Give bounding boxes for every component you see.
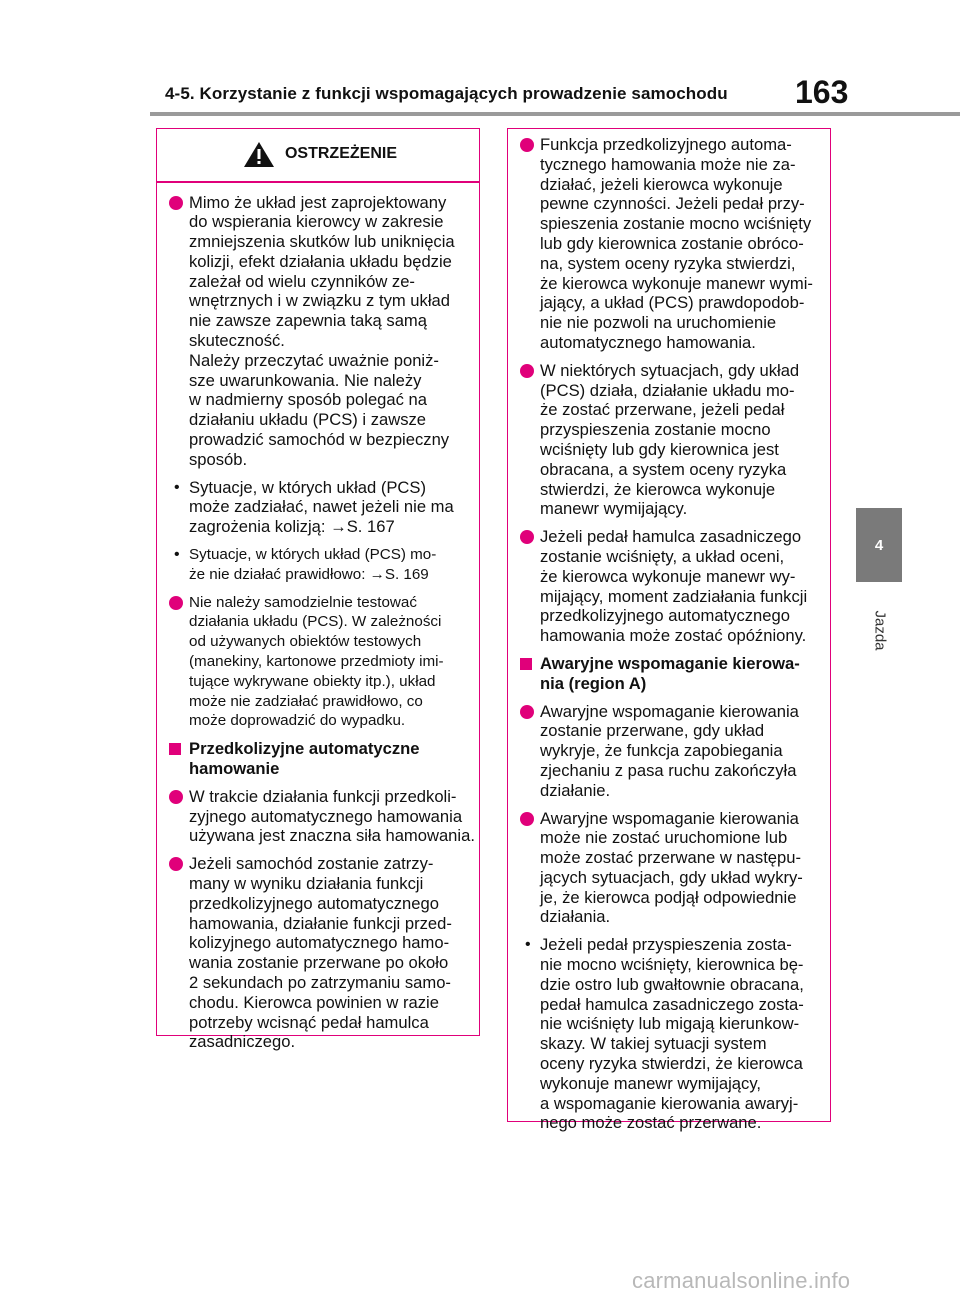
text-line: kolizyjnego automatycznego hamo- (189, 933, 450, 953)
text-line: a wspomaganie kierowania awaryj- (540, 1093, 799, 1113)
text-line: może doprowadzić do wypadku. (189, 712, 406, 730)
text-line: może nie zostać uruchomione lub (540, 828, 788, 848)
text-line: (PCS) działa, działanie układu mo- (540, 380, 795, 400)
list-item (167, 545, 473, 585)
text-line: Awaryjne wspomaganie kierowania (540, 701, 799, 721)
text-line: działaniu układu (PCS) i zawsze (189, 410, 427, 430)
text-line: obracana, a system oceny ryzyka (540, 459, 787, 479)
text-line: tycznego hamowania może nie za- (540, 154, 796, 174)
text-line: jający, a układ (PCS) prawdopodob- (540, 293, 805, 313)
text-line: Jeżeli pedał przyspieszenia zosta- (540, 935, 792, 955)
text-line: nego może zostać przerwane. (540, 1113, 762, 1133)
warning-header (167, 141, 473, 167)
list-item (167, 854, 473, 1052)
list-item (518, 654, 826, 694)
content-box (507, 128, 831, 1133)
text-line: Funkcja przedkolizyjnego automa- (540, 135, 792, 154)
text-line: Przedkolizyjne automatyczne (189, 739, 420, 759)
warning-title: OSTRZEŻENIE (284, 145, 397, 162)
warning-separator (157, 181, 479, 183)
text-line: hamowania, działanie funkcji przed- (189, 913, 452, 933)
list-item (518, 527, 826, 646)
text-line: Sytuacje, w których układ (PCS) mo- (189, 546, 437, 564)
text-line: prowadzić samochód w bezpieczny (189, 430, 450, 450)
text-line: W niektórych sytuacjach, gdy układ (540, 360, 800, 380)
text-line: skazy. W takiej sytuacji system (540, 1034, 767, 1054)
text-line: wykryje, że funkcja zapobiegania (540, 741, 783, 761)
text-line: (manekiny, kartonowe przedmioty imi- (189, 653, 444, 671)
text-line: je, że kierowca podjął odpowiednie (540, 887, 797, 907)
text-line: pedał hamulca zasadniczego zosta- (540, 994, 804, 1014)
dot-bullet-icon (169, 196, 183, 210)
text-line: w nadmierny sposób polegać na (189, 390, 427, 410)
text-line: zyjnego automatycznego hamowania (189, 806, 463, 826)
text-line: 2 sekundach po zatrzymaniu samo- (189, 972, 451, 992)
square-bullet-icon (520, 658, 532, 670)
text-line: przyspieszenia zostanie mocno (540, 420, 771, 440)
text-line: Sytuacje, w których układ (PCS) (189, 477, 427, 497)
list-item (167, 593, 473, 732)
dot-bullet-icon (520, 705, 534, 719)
square-bullet-icon (169, 743, 181, 755)
text-line: wania zostanie przerwane po około (189, 953, 449, 973)
bullet-icon: • (525, 936, 531, 954)
list-item (518, 809, 826, 928)
text-line: manewr wymijający. (540, 499, 688, 519)
text-line: many w wyniku działania funkcji (189, 874, 424, 893)
text-line: używana jest znaczna siła hamowania. (189, 826, 475, 846)
dot-bullet-icon (520, 530, 534, 544)
text-line: wnętrznych i w związku z tym układ (189, 291, 450, 311)
text-line: zmniejszenia skutków lub uniknięcia (189, 232, 455, 252)
warning-triangle-icon (243, 140, 275, 168)
text-line: skuteczność. (189, 331, 285, 351)
list-item (518, 361, 826, 519)
text-line: Należy przeczytać uważnie poniż- (189, 350, 439, 370)
text-line: oceny ryzyka stwierdzi, że kierowca (540, 1054, 803, 1074)
text-line: spieszenia zostanie mocno wciśnięty (540, 214, 812, 234)
text-line: działanie. (540, 780, 611, 800)
content-items (518, 135, 826, 1133)
list-item (167, 739, 473, 779)
text-line: Mimo że układ jest zaprojektowany (189, 192, 447, 212)
text-line: przedkolizyjnego automatycznego (540, 606, 790, 626)
text-line: do wspierania kierowcy w zakresie (189, 212, 444, 232)
text-line: pewne czynności. Jeżeli pedał przy- (540, 194, 805, 214)
text-line: dzie ostro lub gwałtownie obracana, (540, 974, 804, 994)
list-item (167, 478, 473, 537)
text-line: hamowania może zostać opóźniony. (540, 626, 807, 646)
text-line: sze uwarunkowania. Nie należy (189, 370, 422, 390)
bullet-icon: • (174, 478, 180, 496)
text-line: nia (region A) (540, 673, 647, 693)
text-line: nie mocno wciśnięty, kierownica bę- (540, 955, 804, 975)
text-line: działać, jeżeli kierowca wykonuje (540, 174, 783, 194)
text-line: może zostać przerwane w następu- (540, 848, 802, 868)
text-line: że kierowca wykonuje manewr wy- (540, 566, 796, 586)
text-line: zostanie przerwane, gdy układ (540, 721, 765, 741)
text-line: zjechaniu z pasa ruchu zakończyła (540, 760, 797, 780)
bullet-icon: • (174, 546, 180, 564)
text-line: działania. (540, 907, 611, 927)
text-line: potrzeby wcisnąć pedał hamulca (189, 1012, 429, 1032)
header-title: 4-5. Korzystanie z funkcji wspomagających prowadzenie samochodu (165, 84, 728, 103)
text-line: Awaryjne wspomaganie kierowania (540, 808, 799, 828)
text-line: tujące wykrywane obiekty itp.), układ (189, 672, 436, 690)
list-item (518, 702, 826, 801)
text-line: może zadziałać, nawet jeżeli nie ma (189, 497, 454, 517)
text-line: że zostać przerwane, jeżeli pedał (540, 400, 785, 420)
list-item (167, 787, 473, 846)
text-line: nie zawsze zapewnia taką samą (189, 311, 427, 331)
text-line: kolizji, efekt działania układu będzie (189, 251, 452, 271)
text-line: mijający, moment zadziałania funkcji (540, 586, 808, 606)
text-line: chodu. Kierowca powinien w razie (189, 992, 439, 1012)
text-line: Awaryjne wspomaganie kierowa- (540, 653, 800, 673)
text-line: Jeżeli pedał hamulca zasadniczego (540, 527, 802, 547)
list-item (167, 193, 473, 470)
text-line: W trakcie działania funkcji przedkoli- (189, 786, 457, 806)
header-rule (150, 112, 960, 116)
dot-bullet-icon (520, 138, 534, 152)
list-item (518, 135, 826, 353)
text-line: Nie należy samodzielnie testować (189, 593, 417, 611)
text-line: wykonuje manewr wymijający, (540, 1073, 762, 1093)
text-line: działania układu (PCS). W zależności (189, 613, 442, 631)
text-line: przedkolizyjnego automatycznego (189, 893, 439, 913)
dot-bullet-icon (169, 857, 183, 871)
list-item (518, 935, 826, 1133)
text-line: lub gdy kierownica zostanie obróco- (540, 233, 804, 253)
text-line: zasadniczego. (189, 1032, 296, 1052)
chapter-label: Jazda (871, 609, 889, 651)
dot-bullet-icon (520, 364, 534, 378)
warning-items (167, 193, 473, 1053)
text-line: Jeżeli samochód zostanie zatrzy- (189, 854, 434, 874)
text-line: nie wciśnięty lub migają kierunkow- (540, 1014, 800, 1034)
text-line: zostanie wciśnięty, a układ oceni, (540, 546, 785, 566)
text-line: może nie zadziałać prawidłowo, co (189, 692, 423, 710)
text-line: automatycznego hamowania. (540, 332, 756, 352)
chapter-tab[interactable]: 4 (856, 508, 902, 582)
warning-box (156, 128, 480, 1052)
text-line: że nie działać prawidłowo: →S. 169 (189, 565, 429, 583)
text-line: wciśnięty lub gdy kierownica jest (540, 439, 779, 459)
text-line: stwierdzi, że kierowca wykonuje (540, 479, 776, 499)
dot-bullet-icon (520, 812, 534, 826)
text-line: na, system oceny ryzyka stwierdzi, (540, 253, 796, 273)
dot-bullet-icon (169, 790, 183, 804)
text-line: sposób. (189, 449, 248, 469)
text-line: zależał od wielu czynników ze- (189, 271, 415, 291)
text-line: zagrożenia kolizją: →S. 167 (189, 517, 395, 537)
text-line: jących sytuacjach, gdy układ wykry- (540, 867, 803, 887)
dot-bullet-icon (169, 596, 183, 610)
text-line: hamowanie (189, 759, 280, 779)
text-line: nie nie pozwoli na uruchomienie (540, 313, 777, 333)
text-line: od używanych obiektów testowych (189, 633, 422, 651)
page-number: 163 (795, 74, 849, 110)
watermark: carmanualsonline.info (632, 1268, 851, 1293)
text-line: że kierowca wykonuje manewr wymi- (540, 273, 813, 293)
